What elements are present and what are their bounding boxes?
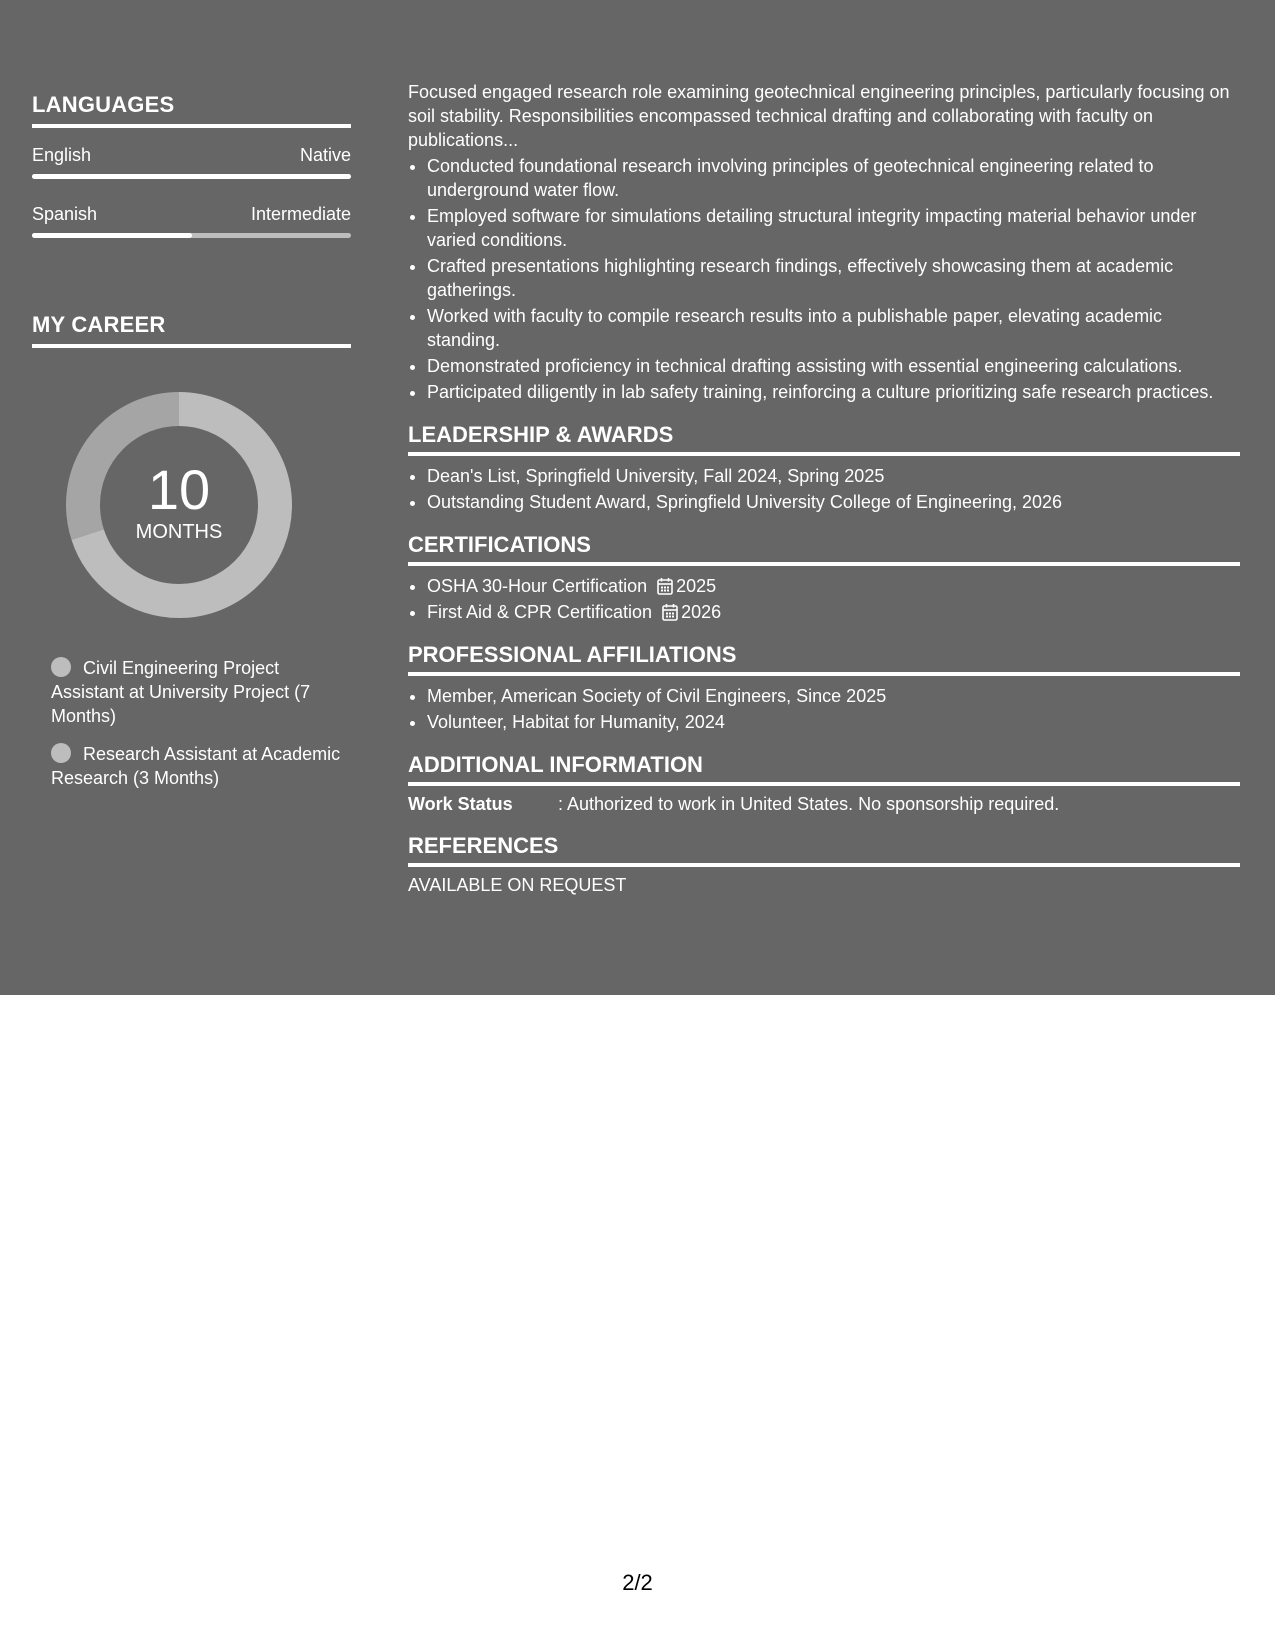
references-section xyxy=(408,833,1240,896)
list-item: • Crafted presentations highlighting research findings, effectively showcasing them at academic gatherings. xyxy=(427,254,1240,302)
language-proficiency-fill xyxy=(32,174,351,179)
additional-section xyxy=(408,752,1240,815)
experience-bullets xyxy=(408,154,1240,404)
left-column xyxy=(32,92,351,804)
leadership-list xyxy=(408,464,1240,514)
language-proficiency-fill xyxy=(32,233,192,238)
work-status-value: : Authorized to work in United States. No sponsorship required. xyxy=(558,794,1060,814)
work-status-row xyxy=(408,794,1240,815)
right-column xyxy=(408,80,1240,896)
certifications-heading: CERTIFICATIONS xyxy=(408,532,1240,566)
leadership-heading: LEADERSHIP & AWARDS xyxy=(408,422,1240,456)
list-item: • Dean's List, Springfield University, Fall 2024, Spring 2025 xyxy=(427,464,1240,488)
language-level: Intermediate xyxy=(250,204,351,224)
list-item: • Participated diligently in lab safety training, reinforcing a culture prioritizing safe research practices. xyxy=(427,380,1240,404)
language-level: Native xyxy=(299,145,351,165)
additional-heading: ADDITIONAL INFORMATION xyxy=(408,752,1240,786)
list-item: • Conducted foundational research involving principles of geotechnical engineering related to underground water flow. xyxy=(427,154,1240,202)
language-name: Spanish xyxy=(32,204,98,224)
career-donut-chart xyxy=(66,392,292,618)
languages-heading: LANGUAGES xyxy=(32,92,351,128)
affiliations-heading: PROFESSIONAL AFFILIATIONS xyxy=(408,642,1240,676)
list-item xyxy=(427,574,1240,598)
donut-center xyxy=(66,392,292,618)
page-number: 2/2 xyxy=(622,1570,653,1595)
language-proficiency-bar xyxy=(32,174,351,179)
list-item: • Employed software for simulations detailing structural integrity impacting material behavior under varied conditions. xyxy=(427,204,1240,252)
work-status-label: Work Status xyxy=(408,794,513,814)
leadership-section xyxy=(408,422,1240,514)
certifications-section xyxy=(408,532,1240,624)
affiliations-list xyxy=(408,684,1240,734)
legend-label: Civil Engineering Project Assistant at University Project (7 Months) xyxy=(51,658,311,726)
career-legend xyxy=(51,656,341,790)
list-item: • Member, American Society of Civil Engineers, Since 2025 xyxy=(427,684,1240,708)
references-heading: REFERENCES xyxy=(408,833,1240,867)
language-item xyxy=(32,203,351,238)
affiliations-section xyxy=(408,642,1240,734)
career-total-unit: MONTHS xyxy=(135,520,223,543)
legend-item xyxy=(51,656,341,728)
legend-dot-icon xyxy=(51,743,71,763)
calendar-icon xyxy=(657,577,673,595)
language-item xyxy=(32,144,351,179)
career-total-value: 10 xyxy=(147,457,211,521)
calendar-icon xyxy=(662,603,678,621)
language-proficiency-bar xyxy=(32,233,351,238)
language-name: English xyxy=(32,145,92,165)
certifications-list xyxy=(408,574,1240,624)
certification-name: OSHA 30-Hour Certification xyxy=(427,576,648,596)
list-item: • Demonstrated proficiency in technical drafting assisting with essential engineering calculations. xyxy=(427,354,1240,378)
references-text: AVAILABLE ON REQUEST xyxy=(408,875,627,895)
list-item: • Volunteer, Habitat for Humanity, 2024 xyxy=(427,710,1240,734)
experience-summary: Focused engaged research role examining geotechnical engineering principles, particularly focusing on soil stability. Responsibilities encompassed technical drafting and collaborating with faculty on publications... xyxy=(408,82,1230,150)
certification-year: 2026 xyxy=(681,602,722,622)
certification-name: First Aid & CPR Certification xyxy=(427,602,653,622)
legend-dot-icon xyxy=(51,657,71,677)
list-item: • Worked with faculty to compile research results into a publishable paper, elevating academic standing. xyxy=(427,304,1240,352)
list-item: • Outstanding Student Award, Springfield University College of Engineering, 2026 xyxy=(427,490,1240,514)
legend-item xyxy=(51,742,341,790)
legend-label: Research Assistant at Academic Research (3 Months) xyxy=(51,744,341,788)
career-heading: MY CAREER xyxy=(32,312,351,348)
certification-year: 2025 xyxy=(676,576,717,596)
list-item xyxy=(427,600,1240,624)
